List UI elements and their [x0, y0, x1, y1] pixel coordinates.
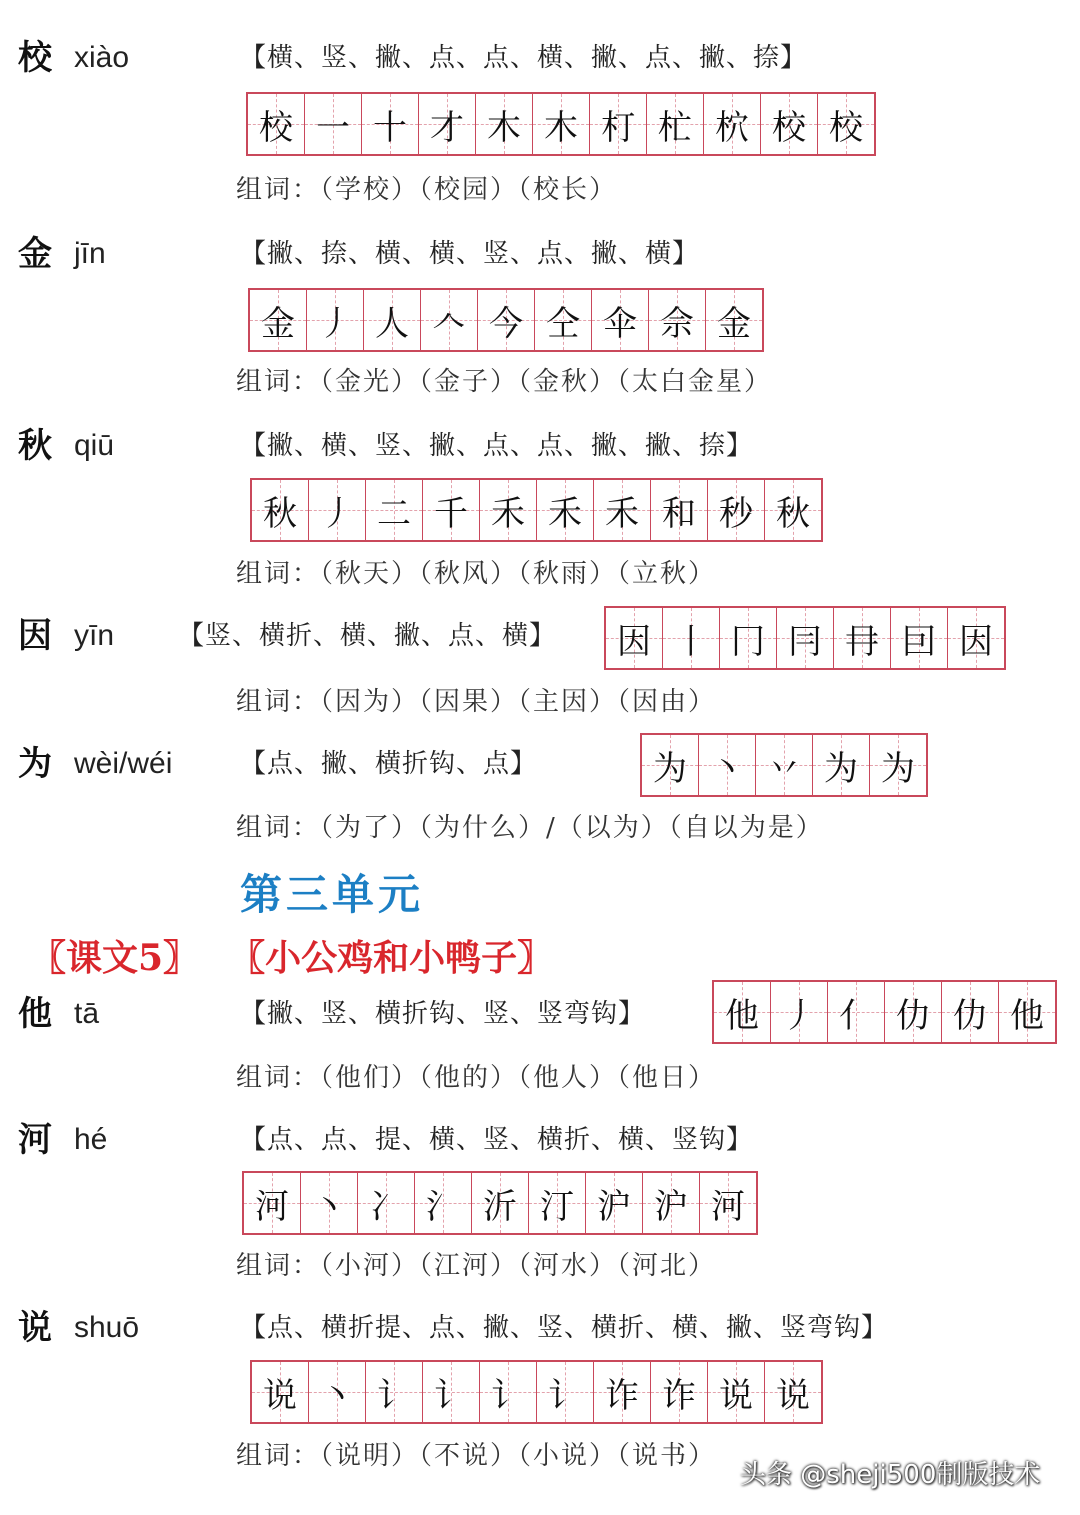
stroke-step: 丶: [312, 1186, 346, 1227]
word-examples: 组词：（小河）（江河）（河水）（河北）: [236, 1251, 717, 1281]
stroke-cell: [478, 290, 535, 350]
stroke-cell: [870, 735, 926, 795]
stroke-step: 丨: [674, 621, 708, 662]
stroke-step: 亻: [839, 995, 873, 1036]
stroke-cell: [708, 480, 765, 540]
stroke-step: 柼: [715, 107, 749, 148]
stroke-cell: [423, 1362, 480, 1422]
stroke-step: 冂: [731, 621, 765, 662]
stroke-cell: [472, 1173, 529, 1233]
word-examples: 组词：（秋天）（秋风）（秋雨）（立秋）: [236, 559, 717, 589]
stroke-step: 诈: [662, 1375, 696, 1416]
stroke-step: 杧: [658, 107, 692, 148]
stroke-cell: [699, 735, 756, 795]
stroke-cell: [765, 1362, 821, 1422]
stroke-cell: [606, 608, 663, 668]
entry-pinyin: tā: [74, 997, 100, 1030]
stroke-cell: [756, 735, 813, 795]
stroke-step: 讠: [548, 1375, 582, 1416]
stroke-cell: [415, 1173, 472, 1233]
stroke-cell: [942, 982, 999, 1042]
stroke-step: 说: [263, 1375, 297, 1416]
stroke-cell: [244, 1173, 301, 1233]
stroke-cell: [364, 290, 421, 350]
stroke-cell: [480, 1362, 537, 1422]
entry-pinyin: xiào: [74, 41, 130, 74]
stroke-grid: [242, 1171, 758, 1235]
stroke-step: 校: [259, 107, 293, 148]
stroke-step: 说: [776, 1375, 810, 1416]
watermark: 头条 @sheji500制版技术: [740, 1460, 1041, 1490]
stroke-order: 【撇、横、竖、撇、点、点、撇、撇、捺】: [240, 431, 754, 461]
stroke-cell: [818, 94, 874, 154]
stroke-step: 禾: [605, 493, 639, 534]
stroke-step: 佘: [660, 303, 694, 344]
stroke-cell: [535, 290, 592, 350]
stroke-cell: [647, 94, 704, 154]
stroke-step: 今: [489, 303, 523, 344]
stroke-step: 木: [487, 107, 521, 148]
stroke-cell: [651, 1362, 708, 1422]
stroke-cell: [704, 94, 761, 154]
stroke-cell: [362, 94, 419, 154]
stroke-cell: [651, 480, 708, 540]
stroke-step: 丿: [782, 995, 816, 1036]
stroke-cell: [366, 480, 423, 540]
entry-char: 秋: [18, 426, 52, 466]
stroke-cell: [537, 480, 594, 540]
stroke-step: 校: [772, 107, 806, 148]
stroke-step: 十: [373, 107, 407, 148]
stroke-grid: [246, 92, 876, 156]
stroke-step: 千: [434, 493, 468, 534]
stroke-cell: [250, 290, 307, 350]
entry-char: 河: [18, 1120, 52, 1160]
stroke-cell: [586, 1173, 643, 1233]
stroke-step: 一: [316, 107, 350, 148]
stroke-cell: [419, 94, 476, 154]
stroke-step: 丶: [710, 748, 744, 789]
stroke-step: 河: [255, 1186, 289, 1227]
word-examples: 组词：（学校）（校园）（校长）: [236, 175, 618, 205]
stroke-step: 他: [1010, 995, 1044, 1036]
stroke-cell: [999, 982, 1055, 1042]
stroke-cell: [366, 1362, 423, 1422]
lesson-title: [30, 930, 553, 981]
stroke-cell: [948, 608, 1004, 668]
entry-char: 他: [18, 994, 52, 1034]
stroke-step: 秒: [719, 493, 753, 534]
stroke-cell: [834, 608, 891, 668]
stroke-order: 【点、点、提、横、竖、横折、横、竖钩】: [240, 1125, 754, 1155]
stroke-step: 丷: [767, 748, 801, 789]
stroke-step: 禾: [491, 493, 525, 534]
stroke-cell: [828, 982, 885, 1042]
stroke-grid: [250, 1360, 823, 1424]
word-examples: 组词：（金光）（金子）（金秋）（太白金星）: [236, 367, 773, 397]
stroke-order: 【撇、竖、横折钩、竖、竖弯钩】: [240, 999, 646, 1029]
stroke-cell: [533, 94, 590, 154]
stroke-cell: [421, 290, 478, 350]
stroke-cell: [423, 480, 480, 540]
stroke-cell: [529, 1173, 586, 1233]
stroke-cell: [305, 94, 362, 154]
stroke-cell: [592, 290, 649, 350]
stroke-cell: [761, 94, 818, 154]
stroke-grid: [640, 733, 928, 797]
stroke-step: 说: [719, 1375, 753, 1416]
stroke-step: 人: [375, 303, 409, 344]
stroke-step: 仝: [546, 303, 580, 344]
entry-char: 为: [18, 744, 52, 784]
stroke-step: 𠆢: [432, 303, 466, 344]
stroke-cell: [891, 608, 948, 668]
stroke-cell: [771, 982, 828, 1042]
stroke-cell: [720, 608, 777, 668]
stroke-step: 讠: [434, 1375, 468, 1416]
stroke-cell: [301, 1173, 358, 1233]
entry-char: 金: [18, 234, 52, 274]
stroke-step: 汀: [540, 1186, 574, 1227]
stroke-cell: [252, 480, 309, 540]
stroke-cell: [358, 1173, 415, 1233]
stroke-cell: [706, 290, 762, 350]
entry-char: 校: [18, 38, 52, 78]
stroke-step: 和: [662, 493, 696, 534]
stroke-cell: [885, 982, 942, 1042]
stroke-grid: [248, 288, 764, 352]
stroke-step: 仂: [896, 995, 930, 1036]
stroke-step: 因: [617, 621, 651, 662]
stroke-order: 【点、撇、横折钩、点】: [240, 749, 538, 779]
stroke-step: 因: [959, 621, 993, 662]
stroke-step: 金: [261, 303, 295, 344]
stroke-cell: [700, 1173, 756, 1233]
stroke-cell: [643, 1173, 700, 1233]
stroke-cell: [309, 480, 366, 540]
lesson-name: 〖小公鸡和小鸭子〗: [229, 937, 554, 979]
stroke-order: 【横、竖、撇、点、点、横、撇、点、撇、捺】: [240, 43, 808, 73]
word-examples: 组词：（他们）（他的）（他人）（他日）: [236, 1063, 717, 1093]
stroke-cell: [813, 735, 870, 795]
entry-char: 因: [18, 616, 52, 656]
stroke-step: 囙: [902, 621, 936, 662]
entry-pinyin: jīn: [74, 237, 106, 270]
stroke-order: 【点、横折提、点、撇、竖、横折、横、撇、竖弯钩】: [240, 1313, 889, 1343]
stroke-step: 丶: [320, 1375, 354, 1416]
stroke-step: 沪: [597, 1186, 631, 1227]
stroke-step: 诈: [605, 1375, 639, 1416]
stroke-step: 丿: [318, 303, 352, 344]
word-examples: 组词：（为了）（为什么）/（以为）（自以为是）: [236, 813, 824, 843]
stroke-cell: [649, 290, 706, 350]
stroke-step: 他: [725, 995, 759, 1036]
stroke-step: 金: [717, 303, 751, 344]
stroke-step: 二: [377, 493, 411, 534]
entry-pinyin: hé: [74, 1123, 108, 1156]
stroke-cell: [590, 94, 647, 154]
stroke-cell: [714, 982, 771, 1042]
stroke-step: 冃: [788, 621, 822, 662]
stroke-step: 禾: [548, 493, 582, 534]
stroke-cell: [309, 1362, 366, 1422]
entry-pinyin: wèi/wéi: [74, 747, 173, 780]
stroke-cell: [777, 608, 834, 668]
stroke-step: 校: [829, 107, 863, 148]
stroke-step: 讠: [377, 1375, 411, 1416]
stroke-order: 【撇、捺、横、横、竖、点、撇、横】: [240, 239, 700, 269]
stroke-cell: [594, 480, 651, 540]
stroke-step: 为: [824, 748, 858, 789]
lesson-number: 〖课文5〗: [30, 937, 200, 979]
stroke-step: 仂: [953, 995, 987, 1036]
entry-pinyin: yīn: [74, 619, 115, 652]
stroke-step: 为: [653, 748, 687, 789]
stroke-cell: [252, 1362, 309, 1422]
unit-title: 第三单元: [240, 870, 425, 919]
stroke-cell: [307, 290, 364, 350]
stroke-step: 木: [544, 107, 578, 148]
stroke-cell: [663, 608, 720, 668]
stroke-cell: [476, 94, 533, 154]
stroke-step: 河: [711, 1186, 745, 1227]
stroke-cell: [708, 1362, 765, 1422]
stroke-step: 沂: [483, 1186, 517, 1227]
stroke-step: 秋: [263, 493, 297, 534]
stroke-step: 才: [430, 107, 464, 148]
stroke-grid: [250, 478, 823, 542]
entry-pinyin: qiū: [74, 429, 115, 462]
stroke-cell: [594, 1362, 651, 1422]
stroke-cell: [642, 735, 699, 795]
stroke-grid: [712, 980, 1057, 1044]
stroke-step: 伞: [603, 303, 637, 344]
stroke-order: 【竖、横折、横、撇、点、横】: [178, 621, 557, 651]
entry-char: 说: [18, 1308, 52, 1348]
word-examples: 组词：（因为）（因果）（主因）（因由）: [236, 687, 717, 717]
stroke-step: 讠: [491, 1375, 525, 1416]
stroke-step: 朾: [601, 107, 635, 148]
entry-pinyin: shuō: [74, 1311, 140, 1344]
stroke-cell: [248, 94, 305, 154]
stroke-step: 冫: [369, 1186, 403, 1227]
stroke-grid: [604, 606, 1006, 670]
stroke-cell: [765, 480, 821, 540]
word-examples: 组词：（说明）（不说）（小说）（说书）: [236, 1441, 717, 1471]
stroke-cell: [480, 480, 537, 540]
stroke-step: 为: [881, 748, 915, 789]
stroke-step: 氵: [426, 1186, 460, 1227]
stroke-step: 秋: [776, 493, 810, 534]
stroke-step: 沪: [654, 1186, 688, 1227]
stroke-step: 丿: [320, 493, 354, 534]
stroke-cell: [537, 1362, 594, 1422]
stroke-step: 冄: [845, 621, 879, 662]
